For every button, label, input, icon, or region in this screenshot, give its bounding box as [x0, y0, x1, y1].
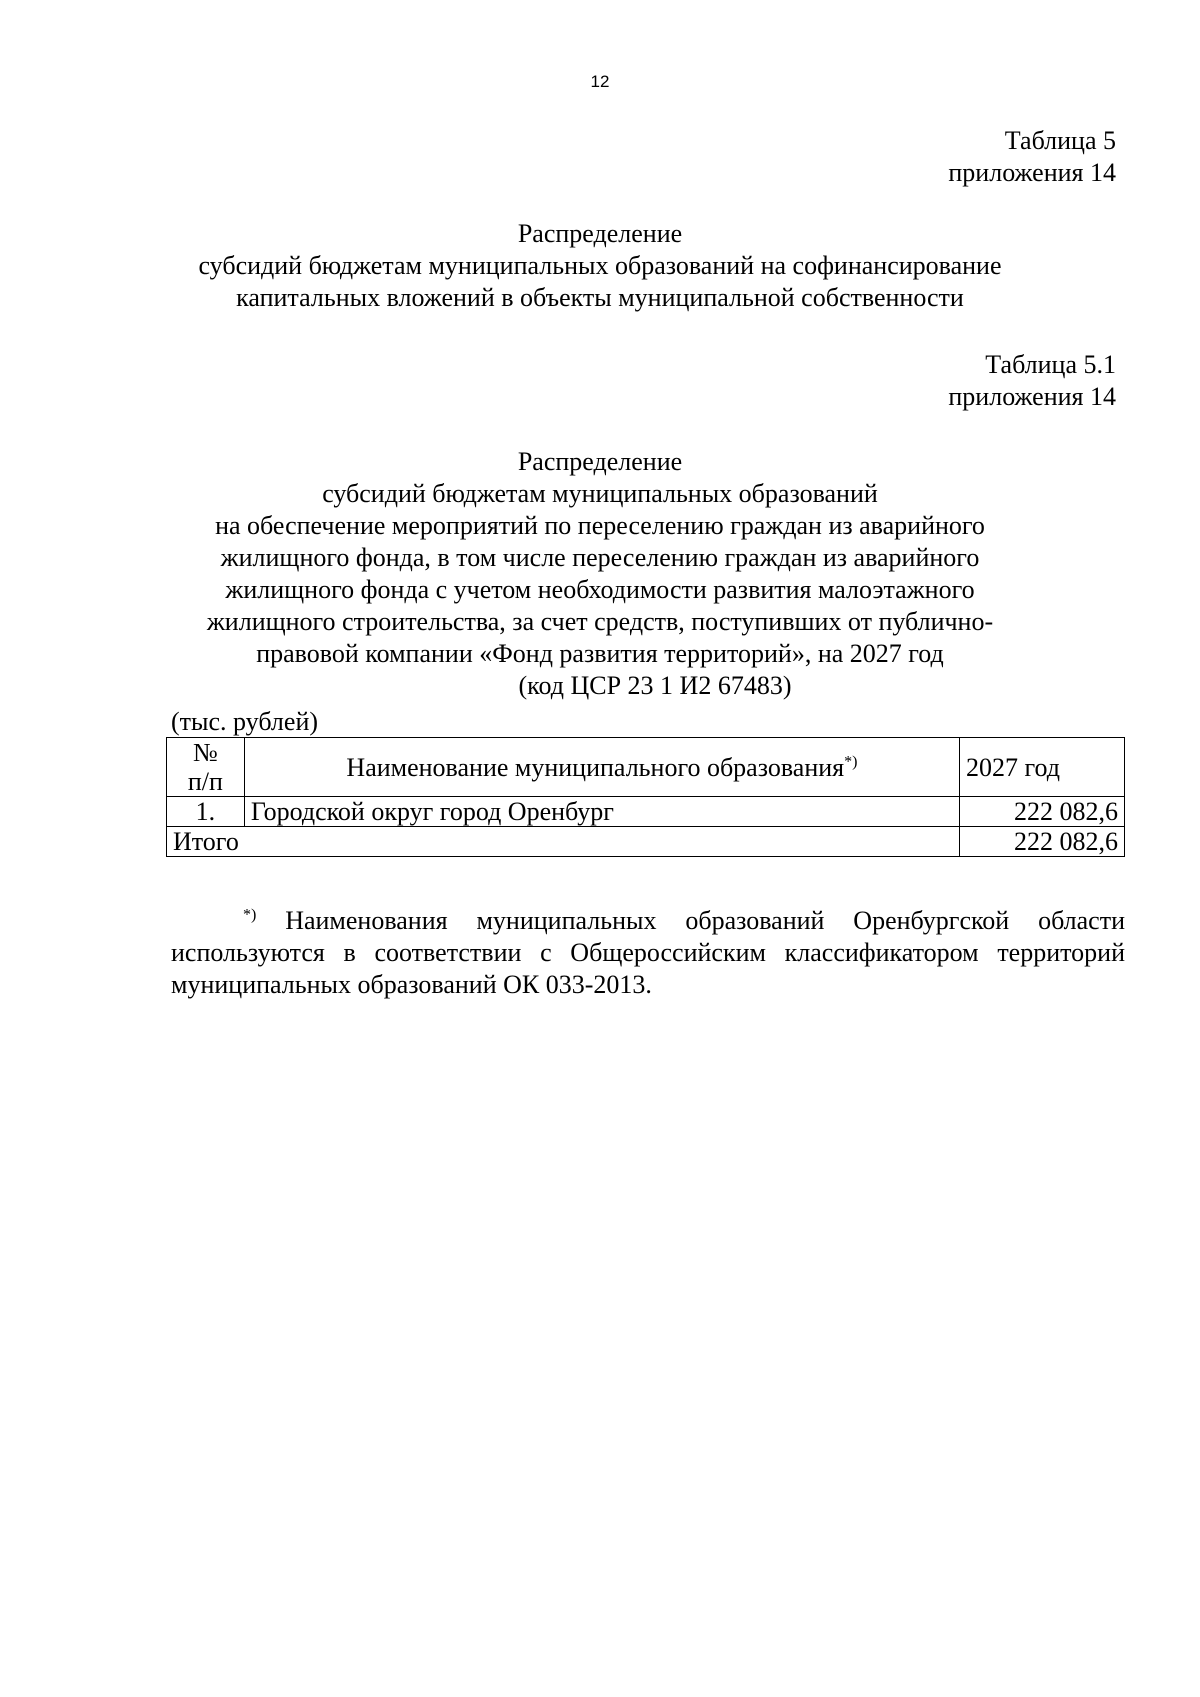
units-label: (тыс. рублей) [171, 707, 319, 736]
table5-1-heading-line: правовой компании «Фонд развития территорий», на 2027 год [256, 639, 944, 668]
table5-label-line1: Таблица 5 [1004, 126, 1116, 155]
table5-1-heading-line: (код ЦСР 23 1 И2 67483) [518, 671, 792, 700]
header-year: 2027 год [960, 738, 1125, 797]
table5-heading [0, 218, 1200, 314]
table5-heading-line: капитальных вложений в объекты муниципальной собственности [236, 283, 964, 312]
table5-label-line2: приложения 14 [948, 158, 1116, 187]
table5-1-label-line2: приложения 14 [948, 382, 1116, 411]
total-label: Итого [167, 827, 960, 857]
header-num-line2: п/п [187, 767, 223, 796]
table5-1-heading-line: на обеспечение мероприятий по переселению граждан из аварийного [215, 511, 985, 540]
header-name-text: Наименование муниципального образования [346, 752, 845, 782]
header-name [244, 738, 959, 797]
total-value: 222 082,6 [960, 827, 1125, 857]
distribution-table [166, 737, 1125, 857]
header-name-footnote-mark: *) [844, 752, 858, 770]
table-header-row [167, 738, 1125, 797]
row-num: 1. [167, 797, 245, 827]
table5-heading-line: субсидий бюджетам муниципальных образований на софинансирование [198, 251, 1002, 280]
row-value: 222 082,6 [960, 797, 1125, 827]
table5-1-heading-line: жилищного фонда, в том числе переселению граждан из аварийного [220, 543, 980, 572]
footnote-mark: *) [243, 906, 257, 924]
header-num-line1: № [193, 738, 218, 767]
table5-1-label-line1: Таблица 5.1 [985, 350, 1116, 379]
row-name: Городской округ город Оренбург [244, 797, 959, 827]
table5-1-heading-line: жилищного строительства, за счет средств, поступивших от публично- [206, 607, 994, 636]
table5-label [948, 125, 1116, 189]
table5-heading-line: Распределение [517, 219, 683, 248]
table5-1-heading-line: жилищного фонда с учетом необходимости развития малоэтажного [225, 575, 975, 604]
footnote [171, 905, 1125, 1001]
footnote-text: Наименования муниципальных образований Оренбургской области используются в соответствии с Общероссийским классификатором территорий муниципальных образований ОК 033-2013. [171, 906, 1125, 999]
total-row [167, 827, 1125, 857]
header-num [167, 738, 245, 797]
table5-1-heading [0, 446, 1200, 702]
table-row [167, 797, 1125, 827]
table5-1-label [948, 349, 1116, 413]
table5-1-heading-line: Распределение [517, 447, 683, 476]
page-number: 12 [590, 72, 610, 91]
table5-1-heading-line: субсидий бюджетам муниципальных образований [322, 479, 878, 508]
